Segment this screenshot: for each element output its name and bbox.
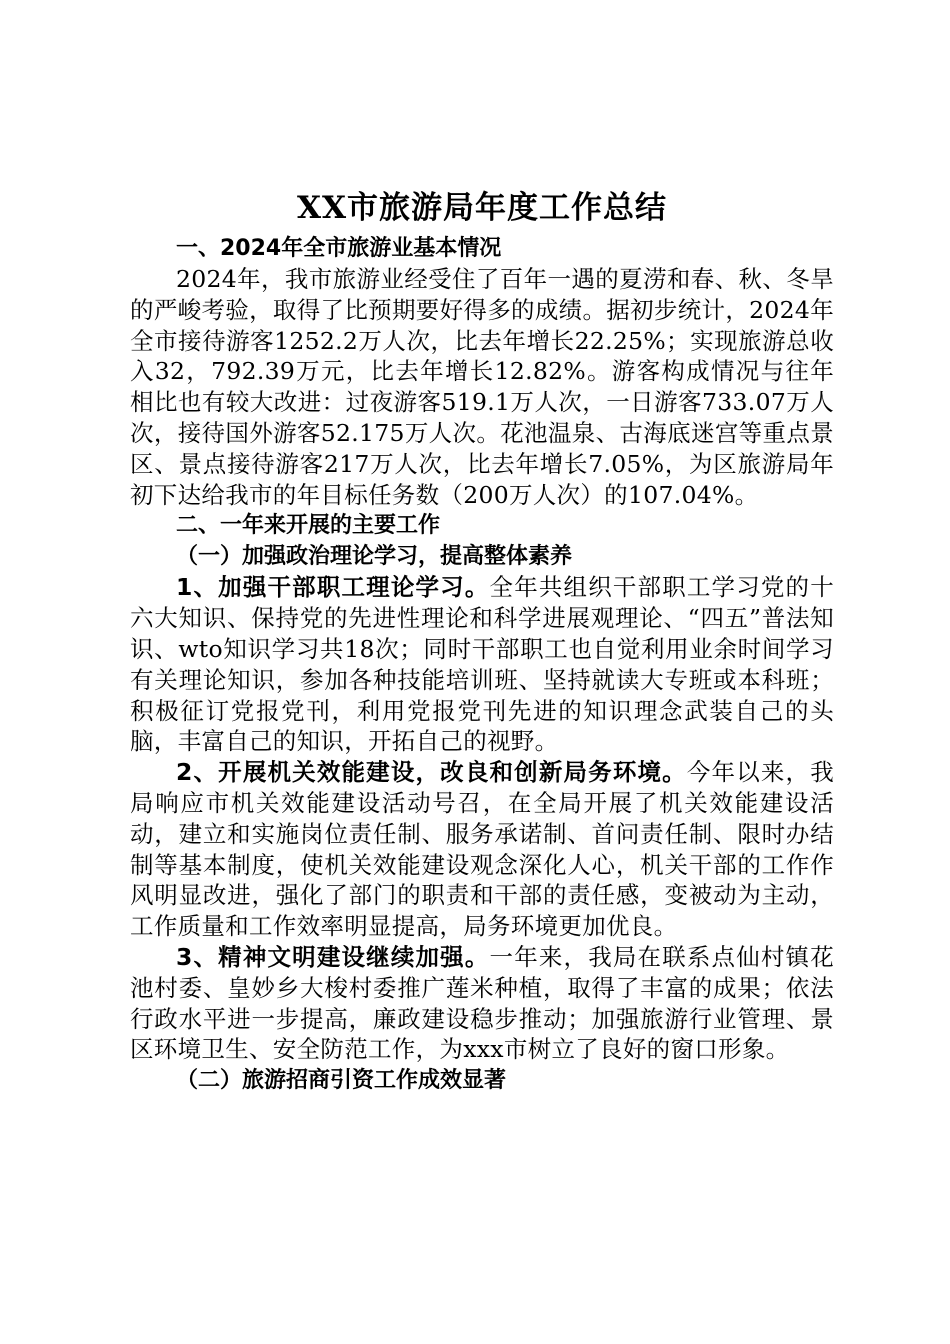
section-1-heading: 一、2024年全市旅游业基本情况: [176, 236, 502, 261]
item-3-lead: 3、精神文明建设继续加强。: [176, 942, 490, 971]
section-1-paragraph: 2024年，我市旅游业经受住了百年一遇的夏涝和春、秋、冬旱的严峻考验，取得了比预期要好得多的成绩。据初步统计，2024年全市接待游客1252.2万人次，比去年增长22.25%；实现旅游总收入32，792.39万元，比去年增长12.82%。游客构成情况与往年相比也有较大改进：过夜游客519.1万人次，一日游客733.07万人次，接待国外游客52.175万人次。花池温泉、古海底迷宫等重点景区、景点接待游客217万人次，比去年增长7.05%，为区旅游局年初下达给我市的年目标任务数（200万人次）的107.04%。: [130, 265, 834, 509]
item-1-text: 全年共组织干部职工学习党的十六大知识、保持党的先进性理论和科学进展观理论、“四五”普法知识、wto知识学习共18次；同时干部职工也自觉利用业余时间学习有关理论知识，参加各种技能培训班、坚持就读大专班或本科班；积极征订党报党刊，利用党报党刊先进的知识理念武装自己的头脑，丰富自己的知识，开拓自己的视野。: [130, 573, 834, 756]
item-3-paragraph: [130, 942, 834, 1065]
item-2-lead: 2、开展机关效能建设，改良和创新局务环境。: [176, 758, 687, 787]
item-3-text: 一年来，我局在联系点仙村镇花池村委、皇妙乡大梭村委推广莲米种植，取得了丰富的成果；依法行政水平进一步提高，廉政建设稳步推动；加强旅游行业管理、景区环境卫生、安全防范工作，为xxx市树立了良好的窗口形象。: [130, 942, 834, 1064]
section-2-heading: 二、一年来开展的主要工作: [176, 513, 441, 539]
subsection-2-heading: （二）旅游招商引资工作成效显著: [176, 1068, 507, 1094]
item-2-paragraph: [130, 757, 834, 942]
item-1-lead: 1、加强干部职工理论学习。: [176, 573, 490, 602]
item-2-text: 今年以来，我局响应市机关效能建设活动号召，在全局开展了机关效能建设活动，建立和实施岗位责任制、服务承诺制、首问责任制、限时办结制等基本制度，使机关效能建设观念深化人心，机关干部的工作作风明显改进，强化了部门的职责和干部的责任感，变被动为主动，工作质量和工作效率明显提高，局务环境更加优良。: [130, 758, 834, 941]
item-1-paragraph: [130, 572, 834, 757]
subsection-1-heading: （一）加强政治理论学习，提高整体素养: [176, 544, 573, 570]
document-title: XX市旅游局年度工作总结: [296, 190, 668, 226]
document-page: [130, 183, 834, 1096]
